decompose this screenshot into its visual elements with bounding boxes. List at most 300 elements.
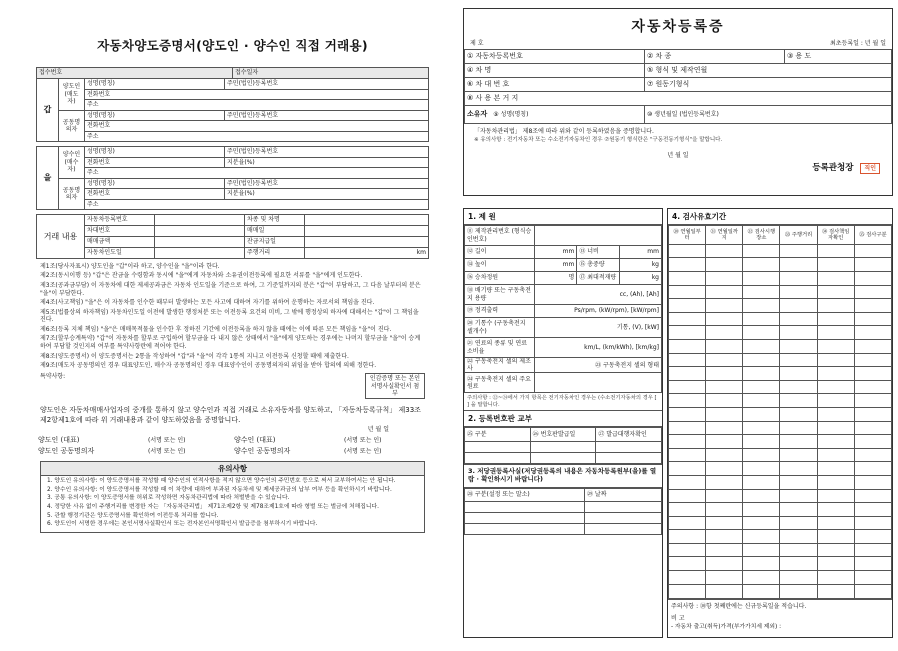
- inspection-row: [669, 312, 892, 326]
- inspection-cell[interactable]: [780, 326, 817, 340]
- inspection-cell[interactable]: [817, 571, 854, 585]
- inspection-cell[interactable]: [743, 380, 780, 394]
- inspection-cell[interactable]: [780, 435, 817, 449]
- inspection-cell[interactable]: [780, 312, 817, 326]
- clause-item: 제4조(사고책임) "을"은 이 자동차를 인수한 때부터 발생하는 모든 사고에 대하여 자기를 위하여 운행하는 자로서의 책임을 진다.: [40, 299, 375, 307]
- reg-number-value[interactable]: [155, 215, 245, 226]
- transfer-certificate-document: [36, 12, 429, 644]
- inspection-cell[interactable]: [854, 380, 891, 394]
- reg-row-3-a[interactable]: ⑥ 차 대 번 호: [465, 77, 645, 91]
- sale-date-label: 매매일: [245, 226, 305, 237]
- inspection-cell[interactable]: [780, 571, 817, 585]
- inspection-cell[interactable]: [743, 353, 780, 367]
- inspection-cell[interactable]: [817, 557, 854, 571]
- inspection-cell[interactable]: [780, 299, 817, 313]
- inspection-cell[interactable]: [706, 258, 743, 272]
- plate-table: [464, 427, 662, 464]
- inspection-row: [669, 584, 892, 598]
- spec-label: ⑯ 승차정원: [465, 272, 535, 285]
- inspection-cell[interactable]: [706, 421, 743, 435]
- inspection-cell[interactable]: [780, 244, 817, 258]
- inspection-cell[interactable]: [706, 299, 743, 313]
- transferor-co-owner-label: 공동명의자: [59, 110, 85, 142]
- inspection-cell[interactable]: [706, 489, 743, 503]
- clause-item: 제8조(양도증명서) 이 양도증명서는 2통을 작성하여 "갑"과 "을"이 각각 1통씩 지니고 이전등록 신청할 때에 제출한다.: [40, 352, 349, 360]
- inspection-cell[interactable]: [780, 394, 817, 408]
- inspection-table: [668, 225, 892, 599]
- plate-col-agent: ㉗ 발급대행자확인: [596, 428, 662, 442]
- inspection-cell[interactable]: [817, 462, 854, 476]
- inspection-cell[interactable]: [817, 543, 854, 557]
- transferor-co-address-label[interactable]: 주소: [85, 131, 429, 142]
- inspection-cell[interactable]: [854, 435, 891, 449]
- inspection-cell[interactable]: [817, 475, 854, 489]
- mileage-unit[interactable]: km: [305, 248, 429, 259]
- remarks-label: 비 고: [671, 614, 685, 622]
- inspection-cell[interactable]: [669, 584, 706, 598]
- inspection-cell[interactable]: [743, 258, 780, 272]
- inspection-cell[interactable]: [780, 380, 817, 394]
- inspection-cell[interactable]: [854, 475, 891, 489]
- inspection-cell[interactable]: [706, 367, 743, 381]
- transferor-label: 양도인(매도자): [59, 79, 85, 111]
- spec-value[interactable]: 기통, (V), [kW]: [535, 318, 662, 338]
- inspection-cell[interactable]: [743, 435, 780, 449]
- registration-certificate-document: [463, 8, 893, 647]
- inspection-cell[interactable]: [669, 394, 706, 408]
- inspection-cell[interactable]: [817, 503, 854, 517]
- inspection-cell[interactable]: [743, 326, 780, 340]
- mileage-label: 주행거리: [245, 248, 305, 259]
- inspection-cell[interactable]: [854, 462, 891, 476]
- spec-row: [465, 318, 662, 338]
- inspection-cell[interactable]: [743, 571, 780, 585]
- inspection-cell[interactable]: [780, 339, 817, 353]
- party-a-label: 갑: [37, 79, 59, 142]
- spec-unit[interactable]: kg: [619, 259, 661, 272]
- inspection-col-header: ㉛ 연월일까지: [706, 226, 743, 245]
- spec-unit[interactable]: kg: [619, 272, 661, 285]
- inspection-cell[interactable]: [669, 475, 706, 489]
- inspection-cell[interactable]: [780, 584, 817, 598]
- inspection-cell[interactable]: [780, 530, 817, 544]
- inspection-row: [669, 448, 892, 462]
- spec-label: ⑪ 제작관리번호 (형식승인번호): [465, 226, 535, 246]
- inspection-cell[interactable]: [780, 353, 817, 367]
- inspection-cell[interactable]: [706, 394, 743, 408]
- inspection-cell[interactable]: [780, 489, 817, 503]
- inspection-cell[interactable]: [780, 503, 817, 517]
- clause-item: 제9조(매도자 공동명의인 경우 대표양도인, 매수자 공동명의인 경우 대표양수인이 공동명의자의 위임을 받아 합의에 의해 정한다.: [40, 361, 377, 369]
- clause-item: 제3조(공과금부담) 이 자동차에 대한 제세공과금은 자동차 인도일을 기준으로 하여, 그 기준일까지의 분은 "갑"이 부담하고, 그 다음 날부터의 분은 "을"이 부담한다.: [40, 281, 421, 297]
- inspection-cell[interactable]: [854, 272, 891, 286]
- inspection-cell[interactable]: [669, 407, 706, 421]
- inspection-cell[interactable]: [817, 258, 854, 272]
- spec-label: ㉒ 구동축전지 셀의 제조사: [465, 358, 535, 373]
- inspection-cell[interactable]: [706, 285, 743, 299]
- plate-row-1-agent[interactable]: [596, 442, 662, 453]
- inspection-cell[interactable]: [706, 530, 743, 544]
- sig-co-transferee-sign[interactable]: (서명 또는 인): [344, 448, 382, 456]
- mortgage-row-2-type[interactable]: [465, 512, 585, 523]
- trade-content-label: 거래 내용: [37, 215, 85, 259]
- spec-value[interactable]: ㉓ 구동축전지 셀의 형태: [535, 358, 662, 373]
- inspection-cell[interactable]: [743, 543, 780, 557]
- transferee-co-share-label[interactable]: 지분율(%): [225, 189, 429, 200]
- transferee-name-label[interactable]: 성명(명칭): [85, 147, 225, 158]
- spec-value[interactable]: Ps/rpm, (kW/rpm), [kW/rpm]: [535, 305, 662, 318]
- inspection-cell[interactable]: [854, 258, 891, 272]
- transferee-co-name-label[interactable]: 성명(명칭): [85, 178, 225, 189]
- inspection-cell[interactable]: [780, 258, 817, 272]
- inspection-cell[interactable]: [706, 435, 743, 449]
- transferor-phone-label[interactable]: 전화번호: [85, 89, 429, 100]
- inspection-cell[interactable]: [669, 258, 706, 272]
- transferee-phone-label[interactable]: 전화번호: [85, 157, 225, 168]
- inspection-cell[interactable]: [817, 339, 854, 353]
- inspection-cell[interactable]: [743, 272, 780, 286]
- clause-item: 제2조(동시이행 등) "갑"은 잔금을 수령함과 동시에 "을"에게 자동차와 소유권이전등록에 필요한 서류를 "을"에게 인도한다.: [40, 272, 363, 280]
- inspection-cell[interactable]: [817, 353, 854, 367]
- registration-cert-note: ※ 유의사항 : 전기자동차 또는 수소전기자동차인 경우 ⑦원동기 형식란은 "구동전동기형식"을 말합니다.: [474, 137, 723, 144]
- inspection-cell[interactable]: [780, 272, 817, 286]
- inspection-cell[interactable]: [817, 448, 854, 462]
- inspection-cell[interactable]: [854, 367, 891, 381]
- inspection-cell[interactable]: [854, 421, 891, 435]
- inspection-cell[interactable]: [817, 285, 854, 299]
- special-terms-row: [36, 371, 429, 399]
- inspection-cell[interactable]: [706, 448, 743, 462]
- spec-unit[interactable]: mm: [535, 246, 577, 259]
- inspection-cell[interactable]: [743, 394, 780, 408]
- transferee-co-id-label[interactable]: 주민(법인)등록번호: [225, 178, 429, 189]
- inspection-cell[interactable]: [669, 312, 706, 326]
- inspection-cell[interactable]: [706, 339, 743, 353]
- sig-co-transferor-label: 양도인 공동명의자: [38, 447, 95, 456]
- inspection-cell[interactable]: [854, 312, 891, 326]
- reg-row-1-a[interactable]: ① 자동차등록번호: [465, 49, 645, 63]
- inspection-cell[interactable]: [743, 339, 780, 353]
- inspection-cell[interactable]: [669, 339, 706, 353]
- note-item: 6. 양도인이 서명한 경우에는 본인서명사실확인서 또는 전자본인서명확인서 발급증을 첨부하시기 바랍니다.: [47, 521, 318, 528]
- inspection-cell[interactable]: [743, 475, 780, 489]
- inspection-row: [669, 380, 892, 394]
- inspection-cell[interactable]: [780, 285, 817, 299]
- inspection-cell[interactable]: [669, 435, 706, 449]
- inspection-cell[interactable]: [669, 448, 706, 462]
- inspection-cell[interactable]: [743, 299, 780, 313]
- reg-row-3-b[interactable]: ⑦ 원동기형식: [645, 77, 892, 91]
- spec-value[interactable]: km/L, (km/kWh), [km/kg]: [535, 338, 662, 358]
- inspection-cell[interactable]: [817, 435, 854, 449]
- inspection-cell[interactable]: [669, 571, 706, 585]
- spec-value[interactable]: [535, 373, 662, 393]
- inspection-cell[interactable]: [706, 380, 743, 394]
- transferor-id-label[interactable]: 주민(법인)등록번호: [225, 79, 429, 90]
- transferee-address-label[interactable]: 주소: [85, 168, 429, 179]
- inspection-cell[interactable]: [743, 557, 780, 571]
- plate-row-1-date[interactable]: [530, 442, 596, 453]
- sig-transferor-label: 양도인 (대표): [38, 436, 80, 445]
- inspection-cell[interactable]: [780, 516, 817, 530]
- registration-top-box: [463, 8, 893, 196]
- registration-authority: 등록관청장: [812, 162, 854, 173]
- reg-row-1-c[interactable]: ③ 용 도: [785, 49, 892, 63]
- vehicle-type-label: 차종 및 차명: [245, 215, 305, 226]
- left-date-line: 년 월 일: [367, 425, 389, 433]
- inspection-cell[interactable]: [854, 407, 891, 421]
- spec-unit[interactable]: mm: [535, 259, 577, 272]
- inspection-cell[interactable]: [854, 571, 891, 585]
- delivery-date-value[interactable]: [155, 248, 245, 259]
- registration-main-table: [464, 49, 892, 124]
- clause-item: 제7조(할부승계특약) "갑"이 자동차를 할부로 구입하여 할부금을 다 내지 않은 상태에서 "을"에게 양도하는 경우에는 나머지 할부금을 "을"이 승계하여 부담할 것인지의 여부를 특약사항란에 적어야 한다.: [40, 335, 421, 351]
- inspection-row: [669, 407, 892, 421]
- trade-content-table: [36, 214, 429, 259]
- transferee-label: 양수인(매수자): [59, 147, 85, 179]
- inspection-cell[interactable]: [743, 448, 780, 462]
- spec-unit[interactable]: mm: [619, 246, 661, 259]
- inspection-cell[interactable]: [743, 462, 780, 476]
- inspection-cell[interactable]: [817, 489, 854, 503]
- inspection-cell[interactable]: [854, 557, 891, 571]
- inspection-cell[interactable]: [780, 557, 817, 571]
- inspection-cell[interactable]: [854, 489, 891, 503]
- inspection-cell[interactable]: [669, 244, 706, 258]
- spec-value[interactable]: cc, (Ah), [Ah]: [535, 285, 662, 305]
- inspection-cell[interactable]: [669, 516, 706, 530]
- sig-transferor-sign[interactable]: (서명 또는 인): [148, 437, 186, 445]
- inspection-title: 4. 검사유효기간: [668, 209, 892, 225]
- remarks-line: - 자동차 출고(취득)가격(부가가치세 제외) :: [671, 624, 782, 631]
- inspection-cell[interactable]: [780, 475, 817, 489]
- inspection-cell[interactable]: [669, 367, 706, 381]
- inspection-cell[interactable]: [780, 421, 817, 435]
- inspection-cell[interactable]: [817, 272, 854, 286]
- inspection-cell[interactable]: [743, 285, 780, 299]
- transferor-co-phone-label[interactable]: 전화번호: [85, 121, 429, 132]
- sale-amount-label: 매매금액: [85, 237, 155, 248]
- inspection-row: [669, 394, 892, 408]
- inspection-cell[interactable]: [854, 516, 891, 530]
- inspection-cell[interactable]: [854, 326, 891, 340]
- inspection-cell[interactable]: [854, 244, 891, 258]
- inspection-cell[interactable]: [854, 353, 891, 367]
- inspection-cell[interactable]: [669, 353, 706, 367]
- inspection-cell[interactable]: [743, 421, 780, 435]
- transferee-share-label[interactable]: 지분율(%): [225, 157, 429, 168]
- mortgage-row-3-date[interactable]: [585, 523, 662, 534]
- inspection-cell[interactable]: [817, 312, 854, 326]
- inspection-cell[interactable]: [669, 489, 706, 503]
- transferee-co-owner-label: 공동명의자: [59, 178, 85, 210]
- inspection-cell[interactable]: [706, 571, 743, 585]
- inspection-cell[interactable]: [706, 462, 743, 476]
- plate-row-1-type[interactable]: [465, 442, 531, 453]
- sig-co-transferee-label: 양수인 공동명의자: [234, 447, 291, 456]
- inspection-header-row: [669, 226, 892, 245]
- inspection-cell[interactable]: [669, 285, 706, 299]
- inspection-cell[interactable]: [854, 339, 891, 353]
- inspection-cell[interactable]: [706, 475, 743, 489]
- inspection-cell[interactable]: [706, 407, 743, 421]
- transferor-co-id-label[interactable]: 주민(법인)등록번호: [225, 110, 429, 121]
- inspection-cell[interactable]: [669, 299, 706, 313]
- inspection-cell[interactable]: [706, 326, 743, 340]
- inspection-cell[interactable]: [780, 407, 817, 421]
- inspection-cell[interactable]: [743, 244, 780, 258]
- reg-row-4-a[interactable]: ⑧ 사 용 본 거 지: [465, 91, 892, 105]
- inspection-cell[interactable]: [780, 448, 817, 462]
- reg-row-2-b[interactable]: ⑤ 형식 및 제작연월: [645, 63, 892, 77]
- reg-row-2-a[interactable]: ④ 차 명: [465, 63, 645, 77]
- spec-row: [465, 272, 662, 285]
- balance-date-value[interactable]: [305, 237, 429, 248]
- inspection-cell[interactable]: [743, 584, 780, 598]
- inspection-row: [669, 571, 892, 585]
- spec-row: [465, 373, 662, 393]
- spec-row: [465, 358, 662, 373]
- sig-transferee-sign[interactable]: (서명 또는 인): [344, 437, 382, 445]
- plate-row-2-type[interactable]: [465, 453, 531, 464]
- inspection-col-header: ㉜ 검사시행장소: [743, 226, 780, 245]
- inspection-cell[interactable]: [817, 394, 854, 408]
- inspection-cell[interactable]: [669, 557, 706, 571]
- inspection-cell[interactable]: [669, 421, 706, 435]
- inspection-cell[interactable]: [817, 299, 854, 313]
- transferee-co-phone-label[interactable]: 전화번호: [85, 189, 225, 200]
- inspection-cell[interactable]: [706, 503, 743, 517]
- notes-section: [40, 476, 425, 533]
- mortgage-row-1-date[interactable]: [585, 501, 662, 512]
- inspection-cell[interactable]: [854, 503, 891, 517]
- vin-value[interactable]: [155, 226, 245, 237]
- inspection-col-header: ㉞ 검사책임자확인: [817, 226, 854, 245]
- inspection-cell[interactable]: [817, 516, 854, 530]
- inspection-row: [669, 516, 892, 530]
- plate-row-2-agent[interactable]: [596, 453, 662, 464]
- inspection-cell[interactable]: [854, 530, 891, 544]
- spec-row: [465, 259, 662, 272]
- inspection-row: [669, 557, 892, 571]
- note-item: 5. 관할 행정기관은 양도증명서를 확인하여 이전등록 처리를 합니다.: [47, 512, 219, 519]
- inspection-cell[interactable]: [854, 299, 891, 313]
- inspection-cell[interactable]: [743, 516, 780, 530]
- inspection-cell[interactable]: [817, 584, 854, 598]
- inspection-cell[interactable]: [669, 530, 706, 544]
- inspection-row: [669, 244, 892, 258]
- inspection-cell[interactable]: [706, 584, 743, 598]
- inspection-cell[interactable]: [706, 543, 743, 557]
- inspection-cell[interactable]: [706, 353, 743, 367]
- spec-label: ⑳ 기통수 (구동축전지 셀개수): [465, 318, 535, 338]
- transferee-id-label[interactable]: 주민(법인)등록번호: [225, 147, 429, 158]
- sale-date-value[interactable]: [305, 226, 429, 237]
- inspection-row: [669, 489, 892, 503]
- inspection-cell[interactable]: [669, 543, 706, 557]
- inspection-cell[interactable]: [706, 516, 743, 530]
- signature-table: [36, 435, 429, 457]
- registration-title: 자동차등록증: [631, 19, 725, 35]
- spec-row: [465, 246, 662, 259]
- inspection-cell[interactable]: [669, 326, 706, 340]
- inspection-cell[interactable]: [669, 503, 706, 517]
- inspection-cell[interactable]: [854, 394, 891, 408]
- inspection-cell[interactable]: [817, 380, 854, 394]
- inspection-cell[interactable]: [780, 543, 817, 557]
- inspection-cell[interactable]: [854, 543, 891, 557]
- note-item: 3. 공통 유의사항: 이 양도증명서를 허위로 작성하면 자동차관리법에 따라 처벌받을 수 있습니다.: [47, 495, 290, 502]
- inspection-cell[interactable]: [817, 407, 854, 421]
- inspection-cell[interactable]: [706, 244, 743, 258]
- inspection-cell[interactable]: [817, 530, 854, 544]
- inspection-cell[interactable]: [780, 367, 817, 381]
- inspection-cell[interactable]: [669, 380, 706, 394]
- inspection-cell[interactable]: [854, 584, 891, 598]
- transferor-address-label[interactable]: 주소: [85, 100, 429, 111]
- mortgage-row-3-type[interactable]: [465, 523, 585, 534]
- inspection-cell[interactable]: [817, 421, 854, 435]
- delivery-date-label: 자동차인도일: [85, 248, 155, 259]
- inspection-cell[interactable]: [854, 448, 891, 462]
- spec-label: ⑱ 배기량 또는 구동축전지 용량: [465, 285, 535, 305]
- reg-row-1-b[interactable]: ② 차 종: [645, 49, 785, 63]
- transferor-co-name-label[interactable]: 성명(명칭): [85, 110, 225, 121]
- inspection-row: [669, 435, 892, 449]
- sig-co-transferor-sign[interactable]: (서명 또는 인): [148, 448, 186, 456]
- owner-name-cell[interactable]: [465, 105, 645, 123]
- inspection-cell[interactable]: [743, 503, 780, 517]
- spec-unit[interactable]: 명: [535, 272, 577, 285]
- mortgage-col-date: ㉙ 날짜: [585, 488, 662, 501]
- vin-label: 차대번호: [85, 226, 155, 237]
- inspection-cell[interactable]: [817, 367, 854, 381]
- mortgage-row-2-date[interactable]: [585, 512, 662, 523]
- inspection-row: [669, 285, 892, 299]
- inspection-cell[interactable]: [743, 312, 780, 326]
- mortgage-row-1-type[interactable]: [465, 501, 585, 512]
- clauses-section: [36, 259, 429, 370]
- inspection-cell[interactable]: [854, 285, 891, 299]
- plate-row-2-date[interactable]: [530, 453, 596, 464]
- inspection-cell[interactable]: [817, 326, 854, 340]
- vehicle-type-value[interactable]: [305, 215, 429, 226]
- owner-birth-label[interactable]: ⑩ 생년월일 (법인등록번호): [645, 105, 892, 123]
- sale-amount-value[interactable]: [155, 237, 245, 248]
- inspection-cell[interactable]: [743, 367, 780, 381]
- inspection-row: [669, 543, 892, 557]
- inspection-cell[interactable]: [669, 462, 706, 476]
- transferee-co-address-label[interactable]: 주소: [85, 199, 429, 210]
- inspection-cell[interactable]: [817, 244, 854, 258]
- inspection-cell[interactable]: [780, 462, 817, 476]
- inspection-cell[interactable]: [743, 489, 780, 503]
- inspection-cell[interactable]: [743, 530, 780, 544]
- inspection-row: [669, 530, 892, 544]
- inspection-row: [669, 339, 892, 353]
- inspection-cell[interactable]: [669, 272, 706, 286]
- inspection-cell[interactable]: [743, 407, 780, 421]
- spec-label: ⑫ 길이: [465, 246, 535, 259]
- inspection-cell[interactable]: [706, 272, 743, 286]
- spec-value[interactable]: [535, 226, 662, 246]
- inspection-cell[interactable]: [706, 312, 743, 326]
- inspection-cell[interactable]: [706, 557, 743, 571]
- receipt-number-label: 접수번호: [37, 68, 233, 79]
- owner-name-label: ⑨ 성명(명칭): [493, 111, 529, 119]
- transferor-name-label[interactable]: 성명(명칭): [85, 79, 225, 90]
- inspection-col-header: ㉚ 연월일부터: [669, 226, 706, 245]
